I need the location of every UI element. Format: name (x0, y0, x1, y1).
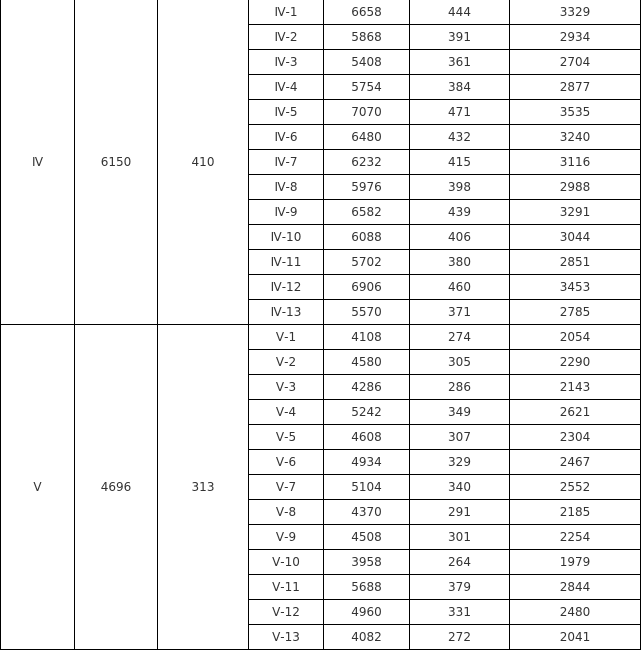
half-value-cell: 3044 (510, 225, 641, 250)
value-cell: 6582 (324, 200, 410, 225)
half-value-cell: 3329 (510, 0, 641, 25)
half-value-cell: 3453 (510, 275, 641, 300)
sample-id-cell: Ⅳ-6 (249, 125, 324, 150)
sample-id-cell: Ⅳ-12 (249, 275, 324, 300)
value-cell: 4580 (324, 350, 410, 375)
value-cell: 4108 (324, 325, 410, 350)
value-cell: 7070 (324, 100, 410, 125)
mean-cell: 331 (410, 600, 510, 625)
half-value-cell: 2143 (510, 375, 641, 400)
half-value-cell: 3240 (510, 125, 641, 150)
mean-cell: 371 (410, 300, 510, 325)
mean-cell: 398 (410, 175, 510, 200)
table-body (1, 0, 641, 650)
grade-cell: Ⅳ (1, 0, 75, 325)
mean-cell: 384 (410, 75, 510, 100)
value-cell: 6232 (324, 150, 410, 175)
mean-cell: 305 (410, 350, 510, 375)
half-value-cell: 2877 (510, 75, 641, 100)
sample-id-cell: Ⅳ-4 (249, 75, 324, 100)
sample-id-cell: Ⅳ-10 (249, 225, 324, 250)
total-cell: 4696 (75, 325, 158, 650)
table-row (1, 0, 641, 25)
mean-cell: 361 (410, 50, 510, 75)
half-value-cell: 2054 (510, 325, 641, 350)
sample-id-cell: Ⅳ-9 (249, 200, 324, 225)
table-row (1, 325, 641, 350)
mean-cell: 291 (410, 500, 510, 525)
mean-cell: 415 (410, 150, 510, 175)
half-value-cell: 2041 (510, 625, 641, 650)
sample-id-cell: Ⅳ-3 (249, 50, 324, 75)
sample-id-cell: Ⅴ-4 (249, 400, 324, 425)
average-cell: 313 (158, 325, 249, 650)
value-cell: 5702 (324, 250, 410, 275)
value-cell: 4082 (324, 625, 410, 650)
sample-id-cell: Ⅴ-10 (249, 550, 324, 575)
value-cell: 5868 (324, 25, 410, 50)
mean-cell: 264 (410, 550, 510, 575)
mean-cell: 439 (410, 200, 510, 225)
half-value-cell: 2988 (510, 175, 641, 200)
half-value-cell: 2851 (510, 250, 641, 275)
half-value-cell: 3291 (510, 200, 641, 225)
value-cell: 4960 (324, 600, 410, 625)
sample-id-cell: Ⅳ-13 (249, 300, 324, 325)
value-cell: 5976 (324, 175, 410, 200)
value-cell: 4508 (324, 525, 410, 550)
mean-cell: 444 (410, 0, 510, 25)
half-value-cell: 2552 (510, 475, 641, 500)
half-value-cell: 2185 (510, 500, 641, 525)
half-value-cell: 2467 (510, 450, 641, 475)
half-value-cell: 2621 (510, 400, 641, 425)
half-value-cell: 2704 (510, 50, 641, 75)
mean-cell: 307 (410, 425, 510, 450)
value-cell: 4286 (324, 375, 410, 400)
half-value-cell: 1979 (510, 550, 641, 575)
mean-cell: 301 (410, 525, 510, 550)
mean-cell: 274 (410, 325, 510, 350)
sample-id-cell: Ⅴ-2 (249, 350, 324, 375)
half-value-cell: 2254 (510, 525, 641, 550)
mean-cell: 406 (410, 225, 510, 250)
value-cell: 4608 (324, 425, 410, 450)
half-value-cell: 2844 (510, 575, 641, 600)
mean-cell: 349 (410, 400, 510, 425)
sample-id-cell: Ⅴ-5 (249, 425, 324, 450)
value-cell: 4934 (324, 450, 410, 475)
sample-id-cell: Ⅴ-8 (249, 500, 324, 525)
value-cell: 5242 (324, 400, 410, 425)
value-cell: 4370 (324, 500, 410, 525)
sample-id-cell: Ⅴ-3 (249, 375, 324, 400)
average-cell: 410 (158, 0, 249, 325)
mean-cell: 272 (410, 625, 510, 650)
sample-id-cell: Ⅴ-12 (249, 600, 324, 625)
mean-cell: 340 (410, 475, 510, 500)
sample-id-cell: Ⅴ-1 (249, 325, 324, 350)
mean-cell: 432 (410, 125, 510, 150)
value-cell: 6658 (324, 0, 410, 25)
value-cell: 5104 (324, 475, 410, 500)
mean-cell: 286 (410, 375, 510, 400)
half-value-cell: 3535 (510, 100, 641, 125)
total-cell: 6150 (75, 0, 158, 325)
value-cell: 6088 (324, 225, 410, 250)
sample-id-cell: Ⅴ-13 (249, 625, 324, 650)
value-cell: 5688 (324, 575, 410, 600)
mean-cell: 380 (410, 250, 510, 275)
sample-id-cell: Ⅳ-7 (249, 150, 324, 175)
mean-cell: 471 (410, 100, 510, 125)
sample-id-cell: Ⅳ-1 (249, 0, 324, 25)
value-cell: 5408 (324, 50, 410, 75)
half-value-cell: 2480 (510, 600, 641, 625)
sample-id-cell: Ⅳ-11 (249, 250, 324, 275)
value-cell: 6906 (324, 275, 410, 300)
sample-id-cell: Ⅳ-2 (249, 25, 324, 50)
half-value-cell: 3116 (510, 150, 641, 175)
mean-cell: 391 (410, 25, 510, 50)
half-value-cell: 2934 (510, 25, 641, 50)
half-value-cell: 2290 (510, 350, 641, 375)
mean-cell: 460 (410, 275, 510, 300)
half-value-cell: 2785 (510, 300, 641, 325)
sample-id-cell: Ⅴ-11 (249, 575, 324, 600)
value-cell: 3958 (324, 550, 410, 575)
half-value-cell: 2304 (510, 425, 641, 450)
sample-id-cell: Ⅴ-9 (249, 525, 324, 550)
sample-id-cell: Ⅴ-6 (249, 450, 324, 475)
sample-id-cell: Ⅴ-7 (249, 475, 324, 500)
value-cell: 5754 (324, 75, 410, 100)
sample-id-cell: Ⅳ-5 (249, 100, 324, 125)
value-cell: 5570 (324, 300, 410, 325)
value-cell: 6480 (324, 125, 410, 150)
mean-cell: 329 (410, 450, 510, 475)
grade-cell: Ⅴ (1, 325, 75, 650)
sample-id-cell: Ⅳ-8 (249, 175, 324, 200)
mean-cell: 379 (410, 575, 510, 600)
